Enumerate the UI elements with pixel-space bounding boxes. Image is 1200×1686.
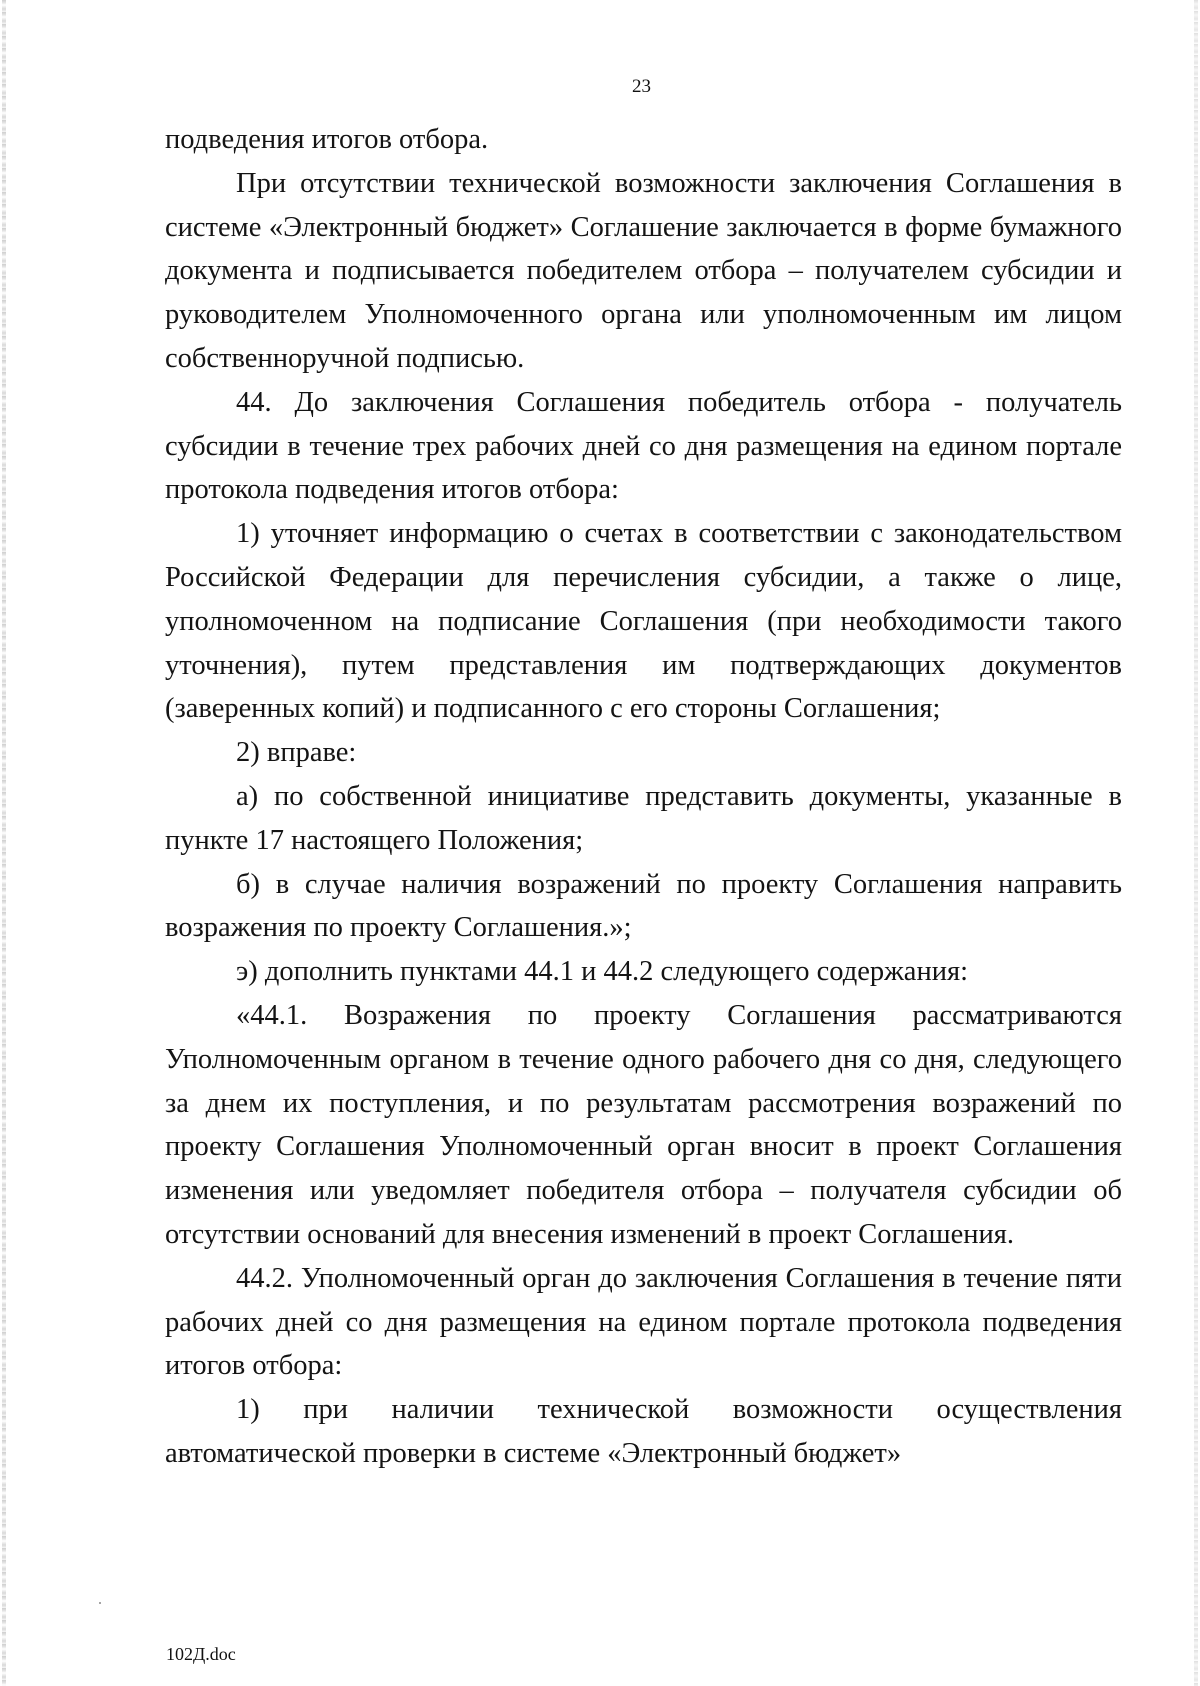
paragraph-clause-44-1: «44.1. Возражения по проекту Соглашения рассматриваются Уполномоченным органом в течение одного рабочего дня со дня, следующего за днем их поступления, и по результатам рассмотрения возражений по проекту Соглашения Уполномоченный орган вносит в проект Соглашения изменения или уведомляет победителя отбора – получателя субсидии об отсутствии оснований для внесения изменений в проект Соглашения. <box>165 999 1122 1250</box>
scan-edge-left <box>2 0 6 1686</box>
paragraph-clause-44-item-2: 2) вправе: <box>236 737 357 769</box>
paragraph-no-technical-possibility: При отсутствии технической возможности заключения Соглашения в системе «Электронный бюджет» Соглашение заключается в форме бумажного документа и подписывается победителем отбора – получателем субсидии и руководителем Уполномоченного органа или уполномоченным им лицом собственноручной подписью. <box>165 167 1122 374</box>
paragraph-clause-44-item-2b: б) в случае наличия возражений по проекту Соглашения направить возражения по проекту Соглашения.»; <box>165 868 1122 944</box>
paragraph-clause-44-item-2a: а) по собственной инициативе представить документы, указанные в пункте 17 настоящего Положения; <box>165 780 1122 856</box>
paragraph-continuation: подведения итогов отбора. <box>165 124 489 155</box>
paragraph-amendment-e: э) дополнить пунктами 44.1 и 44.2 следующего содержания: <box>236 956 968 988</box>
page-number: 23 <box>632 76 651 97</box>
document-body <box>165 118 1122 1476</box>
scan-speck <box>99 1602 101 1604</box>
paragraph-clause-44-item-1: 1) уточняет информацию о счетах в соответствии с законодательством Российской Федерации для перечисления субсидии, а также о лице, уполномоченном на подписание Соглашения (при необходимости такого уточнения), путем представления им подтверждающих документов (заверенных копий) и подписанного с его стороны Соглашения; <box>165 518 1122 725</box>
scan-edge-right <box>1194 0 1198 1686</box>
footer-file-code: 102Д.doc <box>166 1644 236 1664</box>
paragraph-clause-44-2-item-1: 1) при наличии технической возможности осуществления автоматической проверки в системе «Электронный бюджет» <box>165 1394 1122 1469</box>
paragraph-clause-44-2: 44.2. Уполномоченный орган до заключения Соглашения в течение пяти рабочих дней со дня размещения на едином портале протокола подведения итогов отбора: <box>165 1262 1122 1382</box>
paragraph-clause-44: 44. До заключения Соглашения победитель отбора - получатель субсидии в течение трех рабочих дней со дня размещения на едином портале протокола подведения итогов отбора: <box>165 386 1122 506</box>
